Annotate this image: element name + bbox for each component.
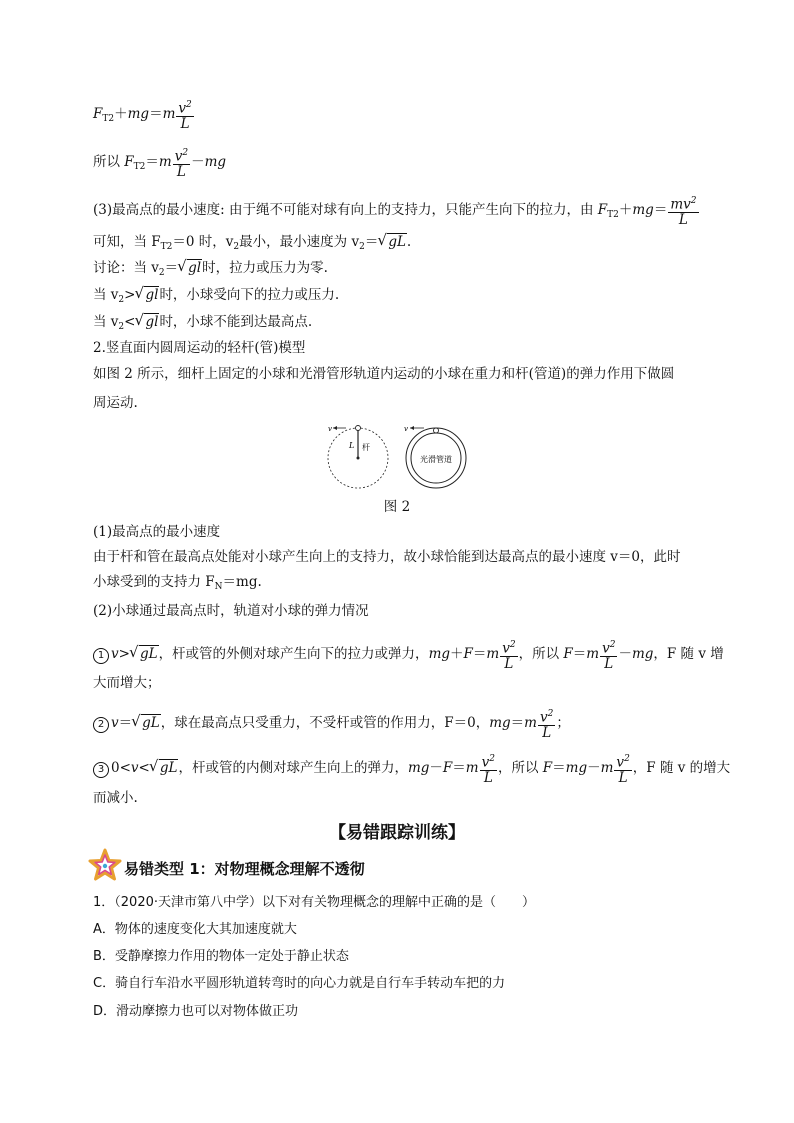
option-d: D．滑动摩擦力也可以对物体做正功 [93,1004,299,1019]
text-span: ，F 随 v 增 [653,645,724,662]
error-type-title: 易错类型 1：对物理概念理解不透彻 [124,860,365,878]
text-span: ＝0 时，v [172,234,234,250]
paragraph-line-7: 当 $v_2<√$ gl时，小球不能到达最高点. [93,312,713,337]
paragraph-line-13: (2)小球通过最高点时，轨道对小球的弹力情况 [93,603,369,619]
rod-velocity-label: v [328,425,332,433]
paragraph-line-11 [93,547,713,567]
paragraph-line-4: 可知，当 $F_{T2}=0$ 时，$v_2$最小，最小速度为 $v_2=√$ gL. [93,232,713,257]
text-span: 讨论：当 v [93,260,159,276]
text-span: ，球在最高点只受重力，不受杆或管的作用力，F＝0， [160,714,490,731]
rod-ball [356,426,361,431]
section-heading: 【易错跟踪训练】 [329,823,465,843]
case-3-line-cont: 而减小. [93,790,138,806]
text-span: ，杆或管的内侧对球产生向上的弹力， [178,759,408,776]
text-span: 当 v [93,287,119,303]
option-c: C．骑自行车沿水平圆形轨道转弯时的向心力就是自行车手转动车把的力 [93,976,506,991]
text-span: 最小，最小速度为 v [239,234,360,250]
tube-label: 光滑管道 [420,455,452,464]
text-span: 当 v [93,314,119,330]
text-span: ＝mg. [222,574,262,590]
text-span: ，F 随 v 的增大 [632,759,731,776]
paragraph-line-8: 如图 2 所示，细杆上固定的小球和光滑管形轨道内运动的小球在重力和杆(管道)的弹力作用下做圆 [93,366,675,382]
equation-line-1: $F_{T2}+mg=m$ $\frac{v^2}{L}$ [93,100,192,132]
text-span: 时，小球不能到达最高点. [159,314,313,330]
text-span: 所以 [93,153,125,170]
text-span: 时，小球受向下的拉力或压力. [159,287,340,303]
option-a: A．物体的速度变化大其加速度就大 [93,922,297,937]
text-span: 由于杆和管在最高点处能对小球产生向上的支持力，故小球恰能到达最高点的最小速度 v＝0，此时 [93,549,681,565]
rod-arrow-head [333,426,337,430]
figure-2-diagram [324,422,476,492]
tube-velocity-label: v [404,425,408,433]
question-stem: 1．（2020·天津市第八中学）以下对有关物理概念的理解中正确的是（ ） [93,895,535,910]
tube-arrow-head [410,426,414,430]
star-icon [88,848,122,882]
text-span: ，杆或管的外侧对球产生向下的拉力或弹力， [158,645,429,662]
text-span: (3)最高点的最小速度: 由于绳不可能对球有向上的支持力，只能产生向下的拉力，由 [93,201,598,218]
equation-line-2: 所以 $F_{T2}=m$ $\frac{v^2}{L}$ －mg [93,148,227,180]
figure-caption: 图 2 [383,499,411,515]
text-span: ，所以 [497,759,543,776]
paragraph-line-9: 周运动. [93,395,138,411]
text-span: 时，拉力或压力为零. [202,260,328,276]
text-span: ，所以 [518,645,564,662]
subsection-title: 2.竖直面内圆周运动的轻杆(管)模型 [93,340,306,356]
paragraph-line-3: (3)最高点的最小速度: 由于绳不可能对球有向上的支持力，只能产生向下的拉力，由 $F_{T2}+mg=$ $\frac{mv^2}{L}$ [93,196,697,228]
tube-ball [434,428,439,433]
case-2-line: 2 v＝√ gL，球在最高点只受重力，不受杆或管的作用力，F＝0，mg＝m $\frac{v^2}{L}$ ； [93,707,713,740]
paragraph-line-12: 小球受到的支持力 $F_N=mg$. [93,574,262,592]
case-1-line-cont: 大而增大； [93,675,161,691]
rod-pivot [357,457,360,460]
option-b: B．受静摩擦力作用的物体一定处于静止状态 [93,949,349,964]
paragraph-line-10: (1)最高点的最小速度 [93,524,221,540]
case-1-line: 1 v>√ gL，杆或管的外侧对球产生向下的拉力或弹力，mg＋F＝m $\frac{v^2}{L}$ ，所以 F＝m $\frac{v^2}{L}$ －mg，F 随 v 增 [93,638,713,671]
case-number-2: 2 [93,717,109,733]
rod-length-label: L [349,441,355,450]
case-3-line: 3 0<v<√ gL，杆或管的内侧对球产生向上的弹力，mg－F＝m $\frac{v^2}{L}$ ，所以 F＝mg－m $\frac{v^2}{L}$ ，F 随 v 的增大 [93,752,713,785]
paragraph-line-5: 讨论：当 $v_2=√$ gl时，拉力或压力为零. [93,258,713,283]
paragraph-line-6: 当 $v_2>√$ gl时，小球受向下的拉力或压力. [93,285,713,310]
case-number-3: 3 [93,762,109,778]
rod-label: 杆 [362,443,370,452]
text-span: 可知，当 F [93,234,161,250]
text-span: 小球受到的支持力 F [93,574,215,590]
case-number-1: 1 [93,648,109,664]
